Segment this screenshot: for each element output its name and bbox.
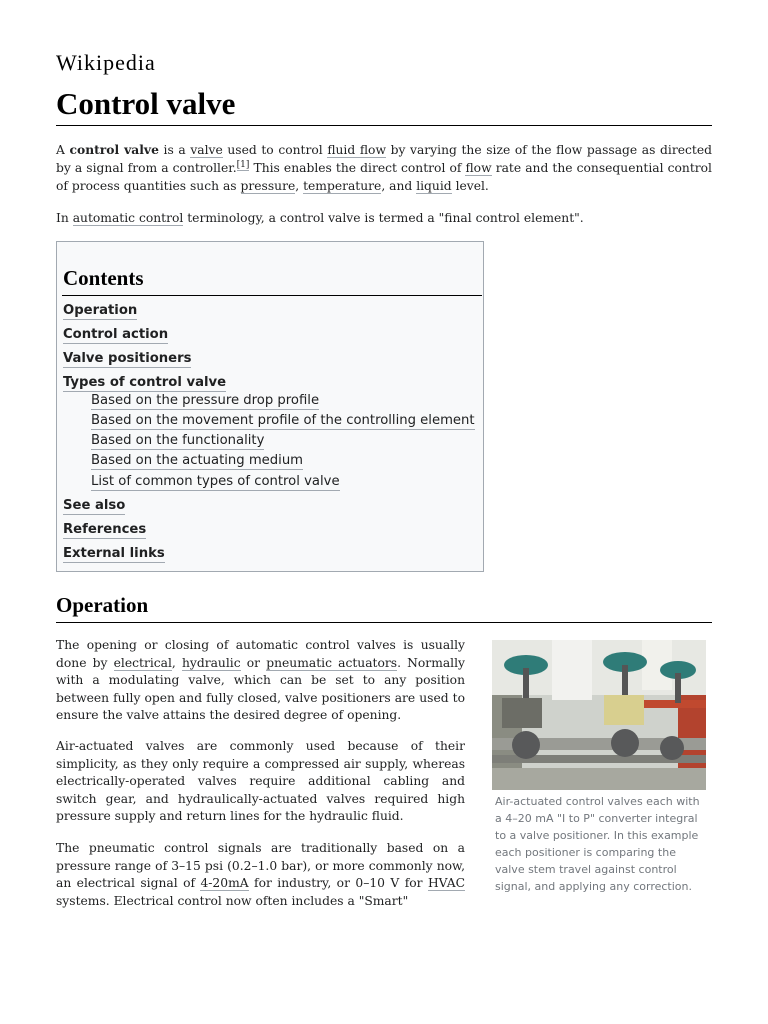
bold-term: control valve <box>69 142 159 157</box>
toc-subitem-pressure-drop[interactable]: Based on the pressure drop profile <box>91 393 320 408</box>
link-pneumatic-actuators[interactable]: pneumatic actuators <box>266 655 398 670</box>
wikipedia-logo[interactable]: Wikipedia <box>56 50 156 75</box>
link-liquid[interactable]: liquid <box>416 179 452 193</box>
toc-item-control-action[interactable]: Control action <box>63 327 169 342</box>
operation-paragraph-1: The opening or closing of automatic control valves is usually done by electrical, hydraulic or pneumatic actuators. Normally with a modulating valve, which can be set to any position between fully open and fully closed, valve positioners are used to ensure the valve attains the desired degree of opening. <box>56 638 465 722</box>
intro-paragraph-1: A control valve is a valve used to control fluid flow by varying the size of the flow passage as directed by a signal from a controller.[1] This enables the direct control of flow rate and the consequential control of process quantities such as pressure, temperature, and liquid level. <box>56 142 712 193</box>
toc-title: Contents <box>63 266 144 290</box>
link-flow[interactable]: flow <box>465 161 492 175</box>
link-electrical[interactable]: electrical <box>113 655 172 670</box>
link-fluid-flow[interactable]: fluid flow <box>327 143 386 157</box>
link-4-20ma[interactable]: 4-20mA <box>200 876 249 890</box>
toc-item-operation[interactable]: Operation <box>63 303 138 318</box>
toc-item-types-of-control-valve[interactable]: Types of control valve <box>63 375 227 390</box>
toc-item-references[interactable]: References <box>63 522 147 537</box>
title-divider <box>56 125 712 126</box>
photo-illustration <box>492 640 706 790</box>
link-valve[interactable]: valve <box>190 143 223 157</box>
toc-subitem-common-types[interactable]: List of common types of control valve <box>91 474 340 489</box>
link-hvac[interactable]: HVAC <box>427 876 465 890</box>
toc-item-valve-positioners[interactable]: Valve positioners <box>63 351 192 366</box>
operation-paragraph-3: The pneumatic control signals are traditionally based on a pressure range of 3–15 psi (0.2–1.0 bar), or more commonly now, an electrical signal of 4-20mA for industry, or 0–10 V for HVAC systems. Electrical control now often includes a "Smart" <box>56 841 465 908</box>
page-title: Control valve <box>56 86 236 121</box>
toc-subitem-functionality[interactable]: Based on the functionality <box>91 433 265 448</box>
link-pressure[interactable]: pressure <box>240 179 296 193</box>
operation-paragraph-2: Air-actuated valves are commonly used because of their simplicity, as they only require a compressed air supply, whereas electrically-operated valves require additional cabling and switch gear, and hydraulically-actuated valves required high pressure supply and return lines for the hydraulic fluid. <box>56 739 465 823</box>
link-temperature[interactable]: temperature <box>303 179 382 193</box>
link-automatic-control[interactable]: automatic control <box>72 211 184 225</box>
section-heading-operation: Operation <box>56 593 149 617</box>
section-divider <box>56 622 712 623</box>
toc-divider <box>62 295 482 296</box>
toc-subitem-actuating-medium[interactable]: Based on the actuating medium <box>91 453 304 468</box>
toc-item-see-also[interactable]: See also <box>63 498 126 513</box>
toc-item-external-links[interactable]: External links <box>63 546 165 561</box>
intro-paragraph-2: In automatic control terminology, a control valve is termed a "final control element". <box>56 211 584 225</box>
figure-caption: Air-actuated control valves each with a 4–20 mA "I to P" converter integral to a valve positioner. In this example each positioner is comparing the valve stem travel against control signal, and applying any correction. <box>495 795 700 893</box>
link-hydraulic[interactable]: hydraulic <box>181 655 241 670</box>
toc-subitem-movement-profile[interactable]: Based on the movement profile of the controlling element <box>91 413 475 428</box>
table-of-contents <box>56 241 484 572</box>
control-valves-photo[interactable] <box>492 640 706 790</box>
reference-1[interactable]: [1] <box>236 159 250 170</box>
